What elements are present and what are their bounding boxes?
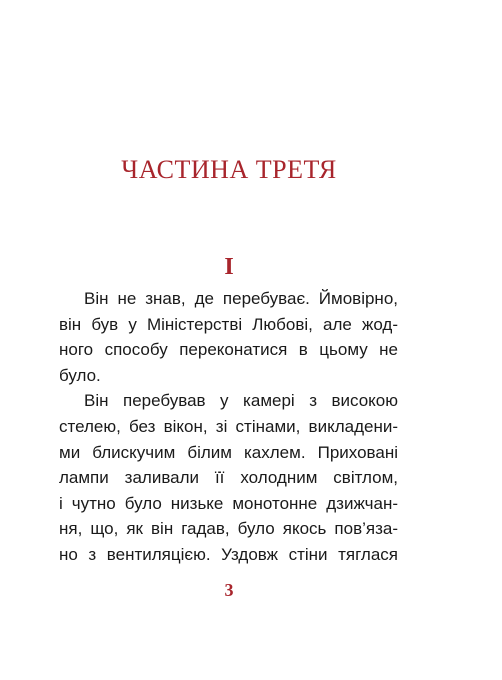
part-title: ЧАСТИНА ТРЕТЯ (121, 155, 337, 184)
text-line: ми блискучим білим кахлем. Приховані (59, 442, 398, 462)
text-line: ня, що, як він гадав, було якось пов’яза- (59, 519, 398, 539)
text-line: Він не знав, де перебуває. Ймовірно, (84, 289, 398, 308)
text-line: і чутно було низьке монотонне дзижчан- (59, 493, 398, 513)
body-text (59, 286, 398, 568)
text-line: Він перебував у камері з високою (84, 391, 398, 411)
text-line: но з вентиляцією. Уздовж стіни тяглася (59, 544, 398, 564)
text-line: стелею, без вікон, зі стінами, викладени- (59, 416, 398, 436)
text-line: лампи заливали її холодним світлом, (59, 468, 398, 488)
text-line: він був у Міністерстві Любові, але жод- (59, 314, 398, 334)
text-line: було. (59, 365, 101, 385)
page-number: 3 (224, 580, 234, 600)
text-line: ного способу переконатися в цьому не (59, 340, 398, 360)
chapter-number: I (224, 254, 234, 280)
